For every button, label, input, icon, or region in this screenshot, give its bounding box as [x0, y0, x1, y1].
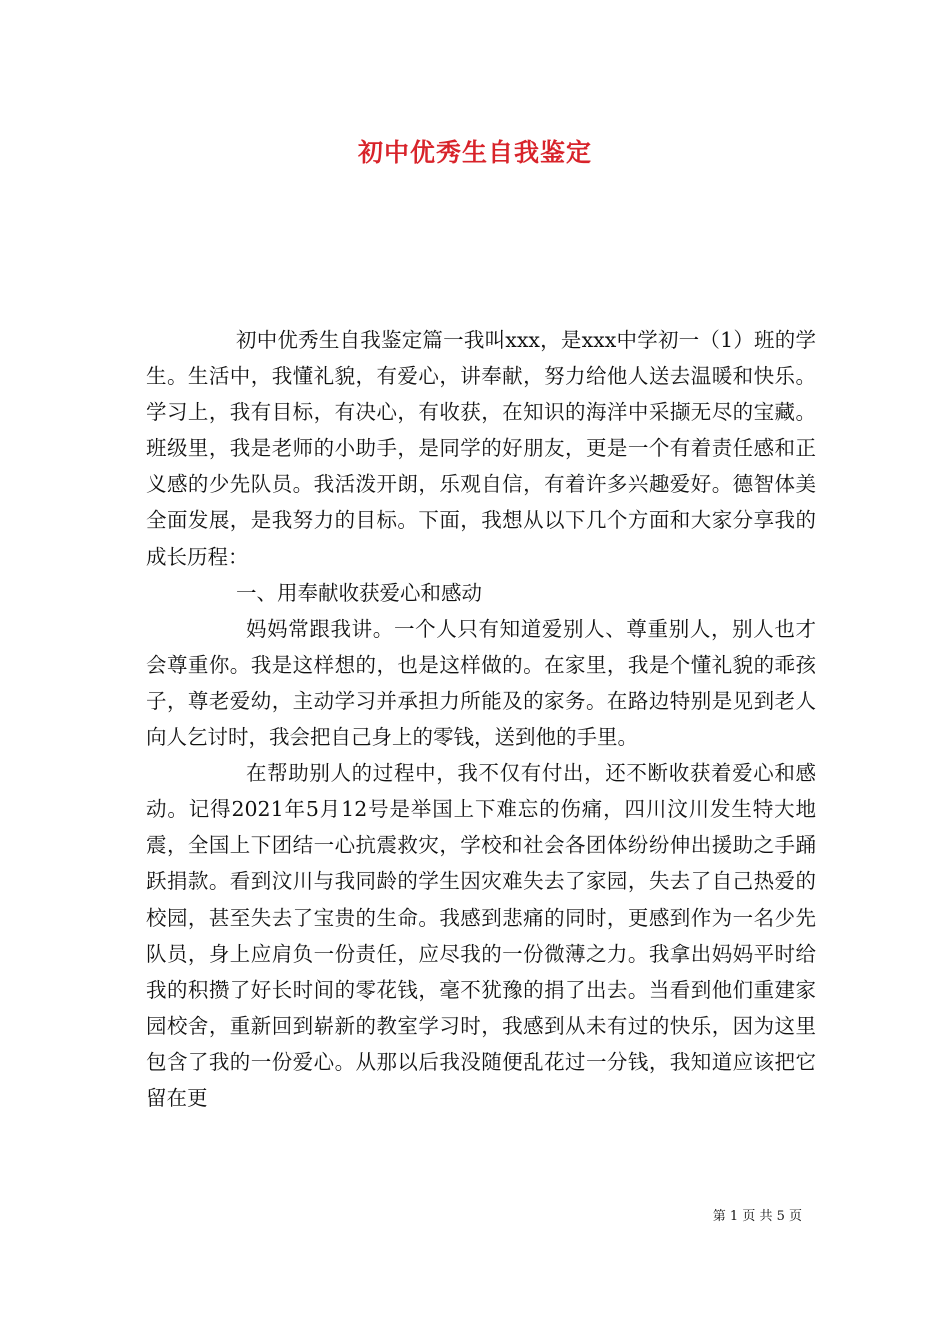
document-body: [146, 322, 816, 1116]
document-title: 初中优秀生自我鉴定: [357, 138, 592, 167]
paragraph-mother: 妈妈常跟我讲。一个人只有知道爱别人、尊重别人，别人也才会尊重你。我是这样想的，也是这样做的。在家里，我是个懂礼貌的乖孩子，尊老爱幼，主动学习并承担力所能及的家务。在路边特别是见到老人向人乞讨时，我会把自己身上的零钱，送到他的手里。: [146, 616, 816, 750]
page-footer: 第 1 页 共 5 页: [712, 1209, 802, 1224]
paragraph-helping: 在帮助别人的过程中，我不仅有付出，还不断收获着爱心和感动。记得2021年5月12号是举国上下难忘的伤痛，四川汶川发生特大地震，全国上下团结一心抗震救灾，学校和社会各团体纷纷伸出援助之手踊跃捐款。看到汶川与我同龄的学生因灾难失去了家园，失去了自己热爱的校园，甚至失去了宝贵的生命。我感到悲痛的同时，更感到作为一名少先队员，身上应肩负一份责任，应尽我的一份微薄之力。我拿出妈妈平时给我的积攒了好长时间的零花钱，毫不犹豫的捐了出去。当看到他们重建家园校舍，重新回到崭新的教室学习时，我感到从未有过的快乐，因为这里包含了我的一份爱心。从那以后我没随便乱花过一分钱，我知道应该把它留在更: [146, 761, 816, 1110]
section-heading: 一、用奉献收获爱心和感动: [236, 580, 482, 605]
paragraph-intro: 初中优秀生自我鉴定篇一我叫xxx，是xxx中学初一（1）班的学生。生活中，我懂礼貌，有爱心，讲奉献，努力给他人送去温暖和快乐。学习上，我有目标，有决心，有收获，在知识的海洋中采撷无尽的宝藏。班级里，我是老师的小助手，是同学的好朋友，更是一个有着责任感和正义感的少先队员。我活泼开朗，乐观自信，有着许多兴趣爱好。德智体美全面发展，是我努力的目标。下面，我想从以下几个方面和大家分享我的成长历程：: [146, 328, 816, 569]
